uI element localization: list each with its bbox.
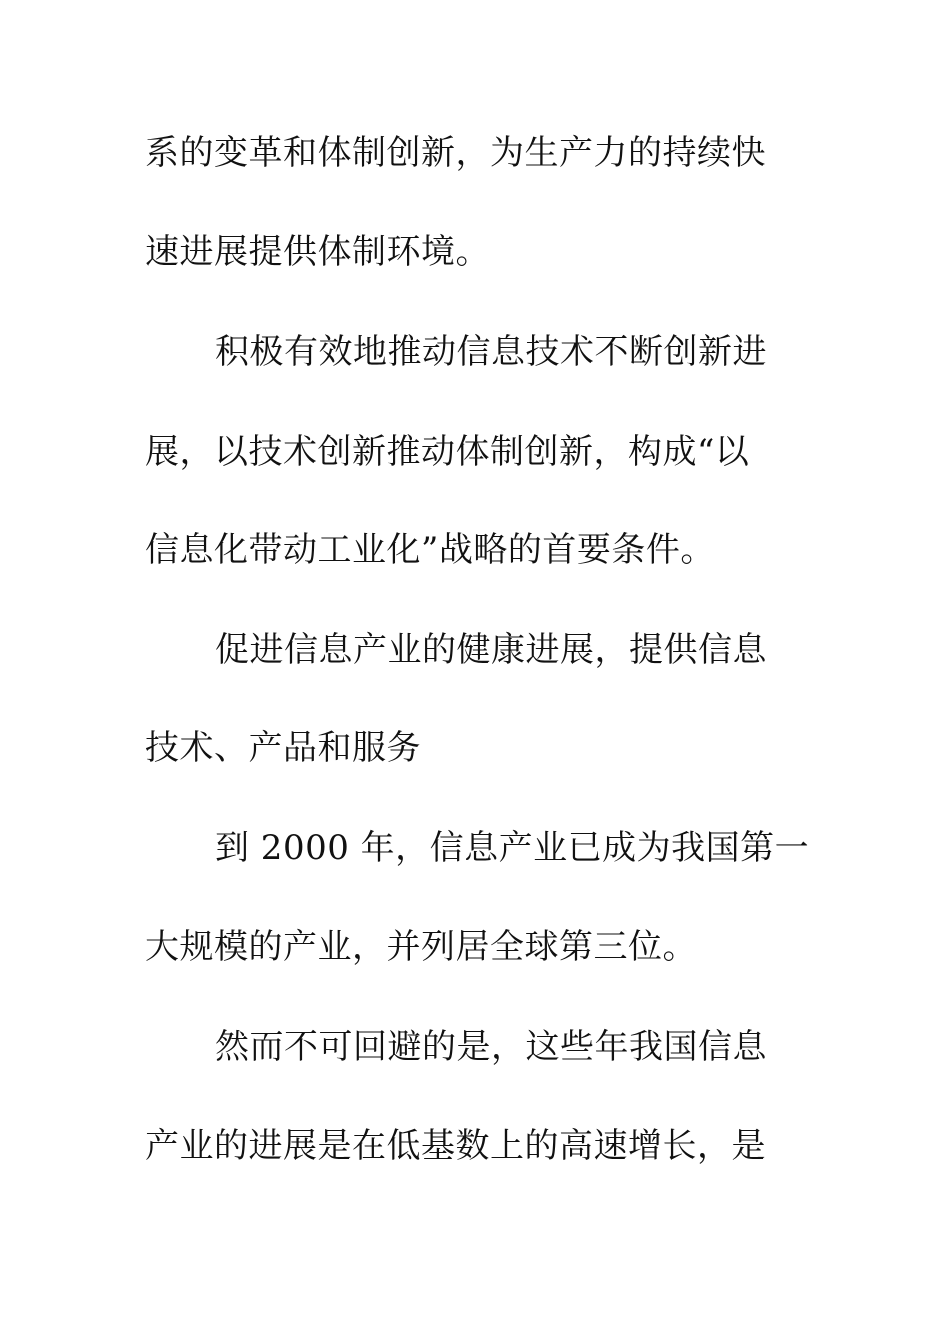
paragraph-3-line-1: 到 2000 年，信息产业已成为我国第一 <box>215 828 810 868</box>
text-line-1: 系的变革和体制创新，为生产力的持续快 <box>145 133 766 173</box>
paragraph-2-line-1: 促进信息产业的健康进展，提供信息 <box>215 630 767 670</box>
text-line-2: 速进展提供体制环境。 <box>145 232 490 272</box>
paragraph-1-line-2: 展，以技术创新推动体制创新，构成“以 <box>145 432 750 472</box>
paragraph-4-line-2: 产业的进展是在低基数上的高速增长，是 <box>145 1126 766 1166</box>
paragraph-1-line-1: 积极有效地推动信息技术不断创新进 <box>215 332 767 372</box>
paragraph-4-line-1: 然而不可回避的是，这些年我国信息 <box>215 1027 767 1067</box>
paragraph-1-line-3: 信息化带动工业化”战略的首要条件。 <box>145 530 715 570</box>
paragraph-2-line-2: 技术、产品和服务 <box>145 728 421 768</box>
paragraph-3-line-2: 大规模的产业，并列居全球第三位。 <box>145 927 697 967</box>
